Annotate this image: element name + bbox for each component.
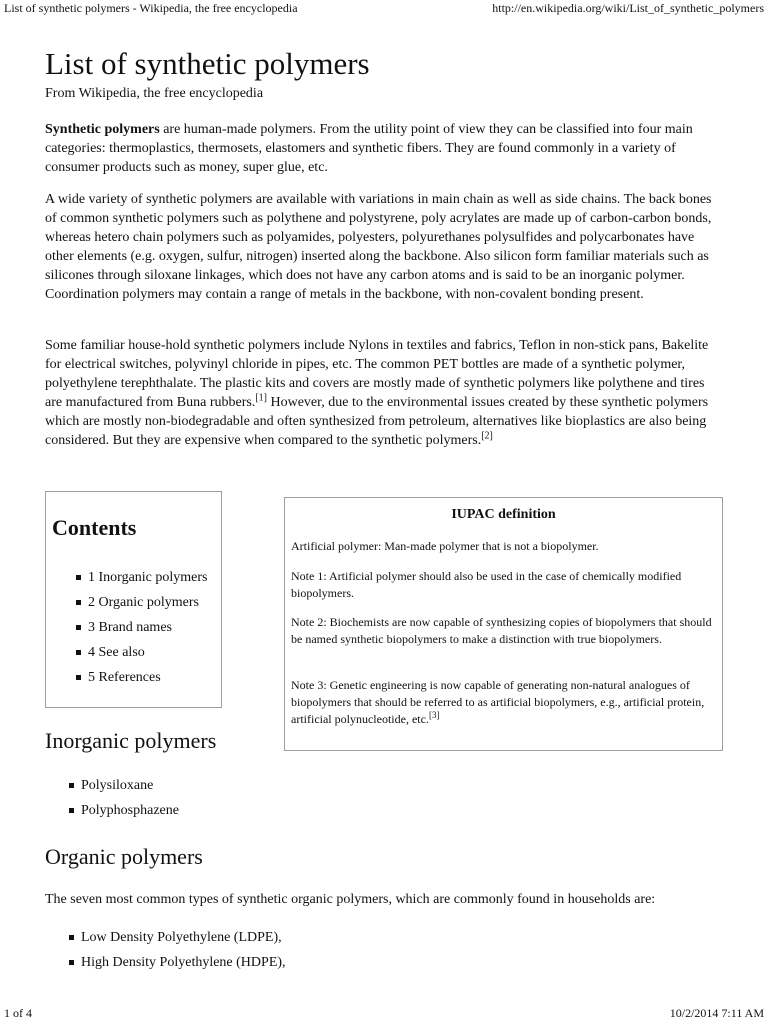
bullet-icon — [69, 935, 74, 940]
iupac-definition: Artificial polymer: Man-made polymer that is not a biopolymer. — [291, 539, 599, 553]
list-item[interactable]: Low Density Polyethylene (LDPE), — [69, 925, 286, 950]
bullet-icon — [76, 650, 81, 655]
table-of-contents — [45, 491, 222, 708]
citation-link-2[interactable]: [2] — [481, 430, 493, 442]
intro-paragraph-1 — [45, 120, 725, 177]
iupac-title: IUPAC definition — [451, 507, 556, 522]
toc-item-inorganic-polymers[interactable]: 1 Inorganic polymers — [76, 565, 208, 590]
bullet-icon — [76, 625, 81, 630]
toc-list — [76, 565, 208, 690]
bullet-icon — [76, 575, 81, 580]
organic-intro: The seven most common types of synthetic organic polymers, which are commonly found in households are: — [45, 892, 656, 907]
list-item[interactable]: Polyphosphazene — [69, 798, 179, 823]
toc-title: Contents — [52, 515, 137, 540]
intro-paragraph-1-text: are human-made polymers. From the utility point of view they can be classified into four main categories: thermoplastics, thermosets, elastomers and synthetic fibers. They are found commonly in a variety of consumer products such as money, super glue, etc. — [45, 122, 693, 175]
intro-bold-term: Synthetic polymers — [45, 122, 160, 137]
iupac-note-2: Note 2: Biochemists are now capable of synthesizing copies of biopolymers that should be named synthetic biopolymers to make a distinction with true biopolymers. — [291, 615, 712, 646]
toc-item-organic-polymers[interactable]: 2 Organic polymers — [76, 590, 208, 615]
page-title: List of synthetic polymers — [45, 46, 370, 81]
bullet-icon — [69, 960, 74, 965]
citation-link-3[interactable]: [3] — [428, 710, 440, 720]
bullet-icon — [76, 675, 81, 680]
intro-paragraph-3-part2: However, due to the environmental issues created by these synthetic polymers which are mostly non-biodegradable and often synthesized from petroleum, alternatives like bioplastics are also being considered. But they are expensive when compared to the synthetic polymers. — [45, 395, 709, 448]
page-tab-title: List of synthetic polymers - Wikipedia, the free encyclopedia — [4, 1, 298, 15]
page-number: 1 of 4 — [4, 1006, 32, 1020]
organic-list — [69, 925, 286, 975]
print-timestamp: 10/2/2014 7:11 AM — [669, 1006, 764, 1020]
section-heading-organic: Organic polymers — [45, 844, 203, 869]
inorganic-list — [69, 773, 179, 823]
section-heading-inorganic: Inorganic polymers — [45, 728, 217, 753]
bullet-icon — [69, 808, 74, 813]
page-url[interactable]: http://en.wikipedia.org/wiki/List_of_synthetic_polymers — [492, 1, 764, 15]
toc-item-references[interactable]: 5 References — [76, 665, 208, 690]
bullet-icon — [76, 600, 81, 605]
iupac-note-3 — [291, 677, 716, 728]
toc-item-see-also[interactable]: 4 See also — [76, 640, 208, 665]
iupac-definition-box — [284, 497, 723, 751]
print-footer — [0, 1005, 768, 1021]
citation-link-1[interactable]: [1] — [255, 392, 267, 404]
page-subtitle: From Wikipedia, the free encyclopedia — [45, 86, 264, 101]
print-header — [0, 0, 768, 16]
intro-paragraph-3-part1: Some familiar house-hold synthetic polymers include Nylons in textiles and fabrics, Teflon in non-stick pans, Bakelite for electrical switches, polyvinyl chloride in pipes, etc. The common PET bottles are made of a synthetic polymer, polyethylene terephthalate. The plastic kits and covers are mostly made of synthetic polymers like polythene and tires are manufactured from Buna rubbers. — [45, 338, 709, 410]
iupac-note-3-text: Note 3: Genetic engineering is now capable of generating non-natural analogues of biopolymers that should be referred to as artificial biopolymers, e.g., artificial protein, artificial polynucleotide, etc. — [291, 678, 705, 726]
intro-paragraph-3 — [45, 336, 725, 450]
toc-item-brand-names[interactable]: 3 Brand names — [76, 615, 208, 640]
list-item[interactable]: High Density Polyethylene (HDPE), — [69, 950, 286, 975]
bullet-icon — [69, 783, 74, 788]
intro-paragraph-2: A wide variety of synthetic polymers are available with variations in main chain as well as side chains. The back bones of common synthetic polymers such as polythene and polystyrene, poly acrylates are made up of carbon-carbon bonds, whereas hetero chain polymers such as polyamides, polyesters, polyurethanes polysulfides and polycarbonates have other elements (e.g. oxygen, sulfur, nitrogen) inserted along the backbone. Also silicon form familiar materials such as silicones through siloxane linkages, which does not have any carbon atoms and is said to be an inorganic polymer. Coordination polymers may contain a range of metals in the backbone, with non-covalent bonding present. — [45, 192, 712, 302]
iupac-note-1: Note 1: Artificial polymer should also be used in the case of chemically modified biopolymers. — [291, 569, 682, 600]
list-item[interactable]: Polysiloxane — [69, 773, 179, 798]
